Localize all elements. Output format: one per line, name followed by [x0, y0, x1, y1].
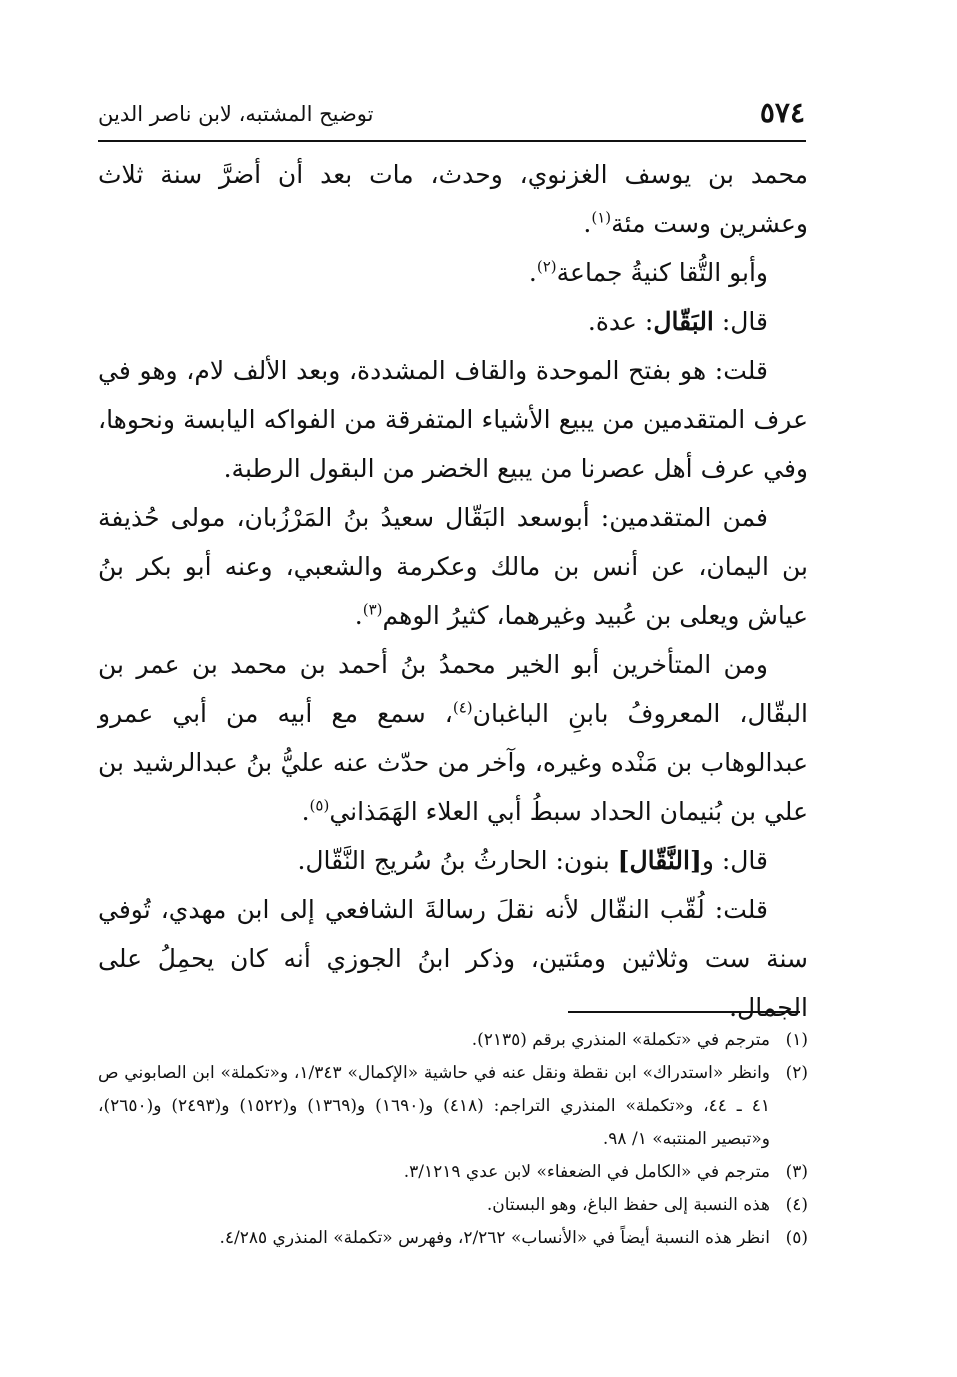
footnote-number: (٢) — [785, 1063, 808, 1083]
footnote-text: وانظر «استدراك» ابن نقطة ونقل عنه في حاشية «الإكمال» ١/٣٤٣، و«تكملة» ابن الصابوني ص ٤١ ـ ٤٤، و«تكملة» المنذري التراجم: (٤١٨) و(١٦٩٠) و(١٣٦٩) و(١٥٢٢) و(٢٤٩٣) و(٢٦٥٠)، و«تبصير المنتبه» ١/ ٩٨. — [98, 1063, 771, 1149]
paragraph-5-text: فمن المتقدمين: أبوسعد البَقّال سعيدُ بنُ المَرْزُبان، مولى حُذيفة بن اليمان، عن أنس بن مالك وعكرمة والشعبي، وعنه أبو بكر بنُ عياش ويعلى بن عُبيد وغيرهما، كثيرُ الوهم — [98, 503, 808, 630]
footnote-1 — [98, 1024, 808, 1057]
footnote-ref-5[interactable]: (٥) — [309, 796, 330, 815]
footnotes — [98, 1024, 808, 1255]
paragraph-2-end: . — [528, 258, 537, 287]
paragraph-5-end: . — [354, 601, 363, 630]
running-title: توضيح المشتبه، لابن ناصر الدين — [98, 102, 374, 126]
footnote-ref-3[interactable]: (٣) — [362, 600, 383, 619]
paragraph-6-text-b: ، سمع مع أبيه من أبي عمرو عبدالوهاب بن مَنْده وغيره، وآخر من حدّث عنه عليُّ بنُ عبدالرشيد بن علي بن بُنيمان الحداد سبطُ أبي العلاء الهَمَذاني — [98, 699, 808, 826]
qal-label: قال: — [713, 307, 768, 336]
paragraph-7 — [98, 836, 808, 885]
paragraph-1 — [98, 150, 808, 248]
qal-label-2: قال: و — [701, 846, 768, 875]
entry-heading-naqqal: [النَّقّال] — [617, 846, 702, 875]
footnote-5 — [98, 1222, 808, 1255]
page-header — [98, 96, 805, 134]
footnote-3 — [98, 1156, 808, 1189]
paragraph-6-text-a: ومن المتأخرين أبو الخير محمدُ بنُ أحمد بن محمد بن عمر بن البقّال، المعروفُ بابنِ الباغبان — [98, 650, 809, 728]
footnote-ref-2[interactable]: (٢) — [536, 257, 557, 276]
entry-heading-baqqal: البَقّال — [653, 307, 714, 336]
header-rule — [98, 140, 806, 142]
paragraph-3 — [98, 297, 808, 346]
footnote-number: (٣) — [785, 1162, 808, 1182]
paragraph-7-rest: بنون: الحارثُ بنُ سُريج النَّقّال. — [297, 846, 618, 875]
paragraph-8: قلت: لُقّب النقّال لأنه نقلَ رسالةَ الشافعي إلى ابن مهدي، تُوفي سنة ست وثلاثين ومئتين، وذكر ابنُ الجوزي أنه كان يحمِلُ على الجمال. — [98, 895, 808, 1022]
footnote-text: انظر هذه النسبة أيضاً في «الأنساب» ٢/٢٦٢، وفهرس «تكملة» المنذري ٤/٢٨٥. — [219, 1228, 770, 1248]
footnote-number: (٥) — [785, 1228, 808, 1248]
paragraph-3-rest: : عدة. — [587, 307, 654, 336]
footnote-number: (١) — [785, 1030, 808, 1050]
main-text — [98, 150, 808, 1032]
paragraph-2-text: وأبو التُّقا كنيةُ جماعة — [556, 258, 768, 287]
footnote-ref-1[interactable]: (١) — [591, 208, 612, 227]
paragraph-6 — [98, 640, 808, 836]
footnote-ref-4[interactable]: (٤) — [452, 698, 473, 717]
footnote-text: هذه النسبة إلى حفظ الباغ، وهو البستان. — [486, 1195, 770, 1215]
page-number: ٥٧٤ — [759, 96, 805, 129]
paragraph-2 — [98, 248, 808, 297]
footnote-text: مترجم في «الكامل في الضعفاء» لابن عدي ٣/١٢١٩. — [403, 1162, 770, 1182]
paragraph-1-end: . — [583, 209, 592, 238]
paragraph-1-text: محمد بن يوسف الغزنوي، وحدث، مات بعد أن أضرَّ سنة ثلاث وعشرين وست مئة — [98, 160, 808, 238]
footnote-2 — [98, 1057, 808, 1156]
footnote-text: مترجم في «تكملة» المنذري برقم (٢١٣٥). — [471, 1030, 770, 1050]
footnote-number: (٤) — [785, 1195, 808, 1215]
footnote-4 — [98, 1189, 808, 1222]
paragraph-6-end: . — [301, 797, 310, 826]
paragraph-5 — [98, 493, 808, 640]
footnote-rule — [568, 1011, 800, 1013]
paragraph-4: قلت: هو بفتح الموحدة والقاف المشددة، وبعد الألف لام، وهو في عرف المتقدمين من يبيع الأشياء المتفرقة من الفواكه اليابسة ونحوها، وفي عرف أهل عصرنا من يبيع الخضر من البقول الرطبة. — [98, 356, 808, 483]
